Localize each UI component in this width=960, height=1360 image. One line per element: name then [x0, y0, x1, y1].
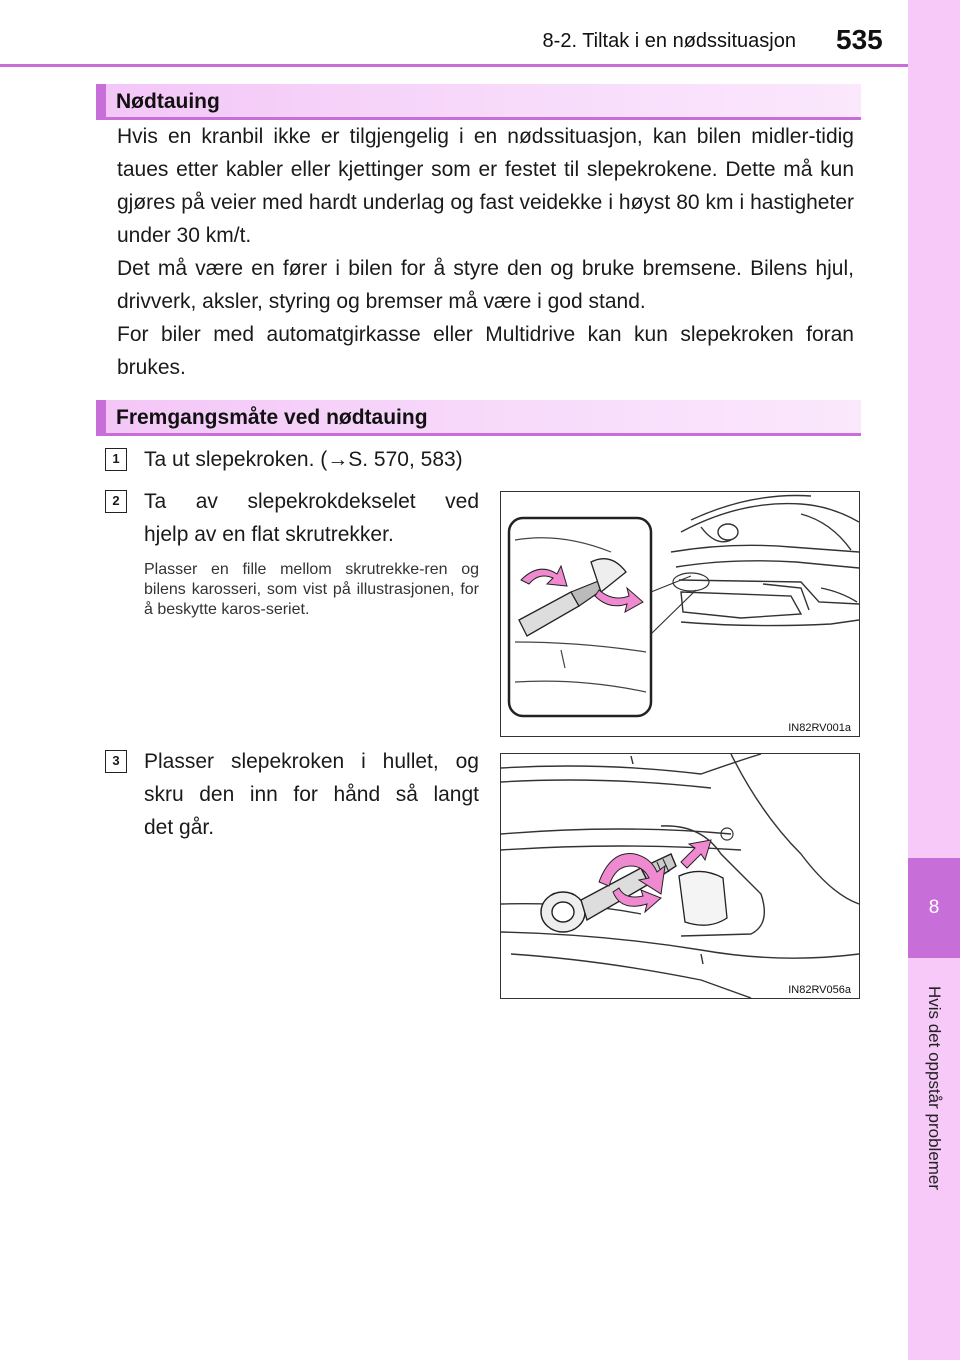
step-note: Plasser en fille mellom skrutrekke-ren og bilens karosseri, som vist på illustrasjonen, for å beskytte karos-seriet. — [144, 561, 479, 618]
step-text: Ta ut slepekroken. (→S. 570, 583) — [144, 448, 463, 471]
illustration-screwdriver-cover — [501, 492, 859, 736]
step-text-line: Plasser slepekroken i hullet, og — [144, 750, 479, 773]
step-text-line: hjelp av en flat skrutrekker. — [144, 523, 394, 546]
page-number: 535 — [836, 24, 883, 55]
paragraph: Det må være en fører i bilen for å styre den og bruke bremsene. Bilens hjul, drivverk, aksler, styring og bremser må være i god stand. — [117, 257, 854, 313]
illustration-tow-hook-install — [501, 754, 859, 998]
step-text-line: det går. — [144, 816, 215, 839]
side-tab-upper — [908, 0, 960, 858]
chapter-number-tab[interactable]: 8 — [908, 858, 960, 958]
figure-caption: IN82RV056a — [788, 984, 851, 996]
step-number: 1 — [105, 448, 127, 471]
figure-remove-hook-cover — [500, 491, 860, 737]
section-heading-bar — [96, 84, 861, 120]
section-heading: Fremgangsmåte ved nødtauing — [116, 406, 428, 429]
section-heading: Nødtauing — [116, 90, 220, 113]
paragraph: Hvis en kranbil ikke er tilgjengelig i en nødssituasjon, kan bilen midler-tidig taues etter kabler eller kjettinger som er festet til slepekrokene. Dette må kun gjøres på veier med hardt underlag og fast veidekke i høyst 80 km i hastigheter under 30 km/t. — [117, 125, 854, 247]
step-number: 2 — [105, 490, 127, 513]
paragraph: For biler med automatgirkasse eller Multidrive kan kun slepekroken foran brukes. — [117, 323, 854, 379]
figure-install-tow-hook — [500, 753, 860, 999]
step-number: 3 — [105, 750, 127, 773]
figure-caption: IN82RV001a — [788, 722, 851, 734]
chapter-title: Hvis det oppstår problemer — [925, 985, 944, 1191]
header-rule — [0, 64, 908, 67]
step-text-line: Ta av slepekrokdekselet ved — [144, 490, 479, 513]
step-text-line: skru den inn for hånd så langt — [144, 783, 479, 806]
header-section-title: 8-2. Tiltak i en nødssituasjon — [542, 30, 796, 52]
section-heading-bar — [96, 400, 861, 436]
